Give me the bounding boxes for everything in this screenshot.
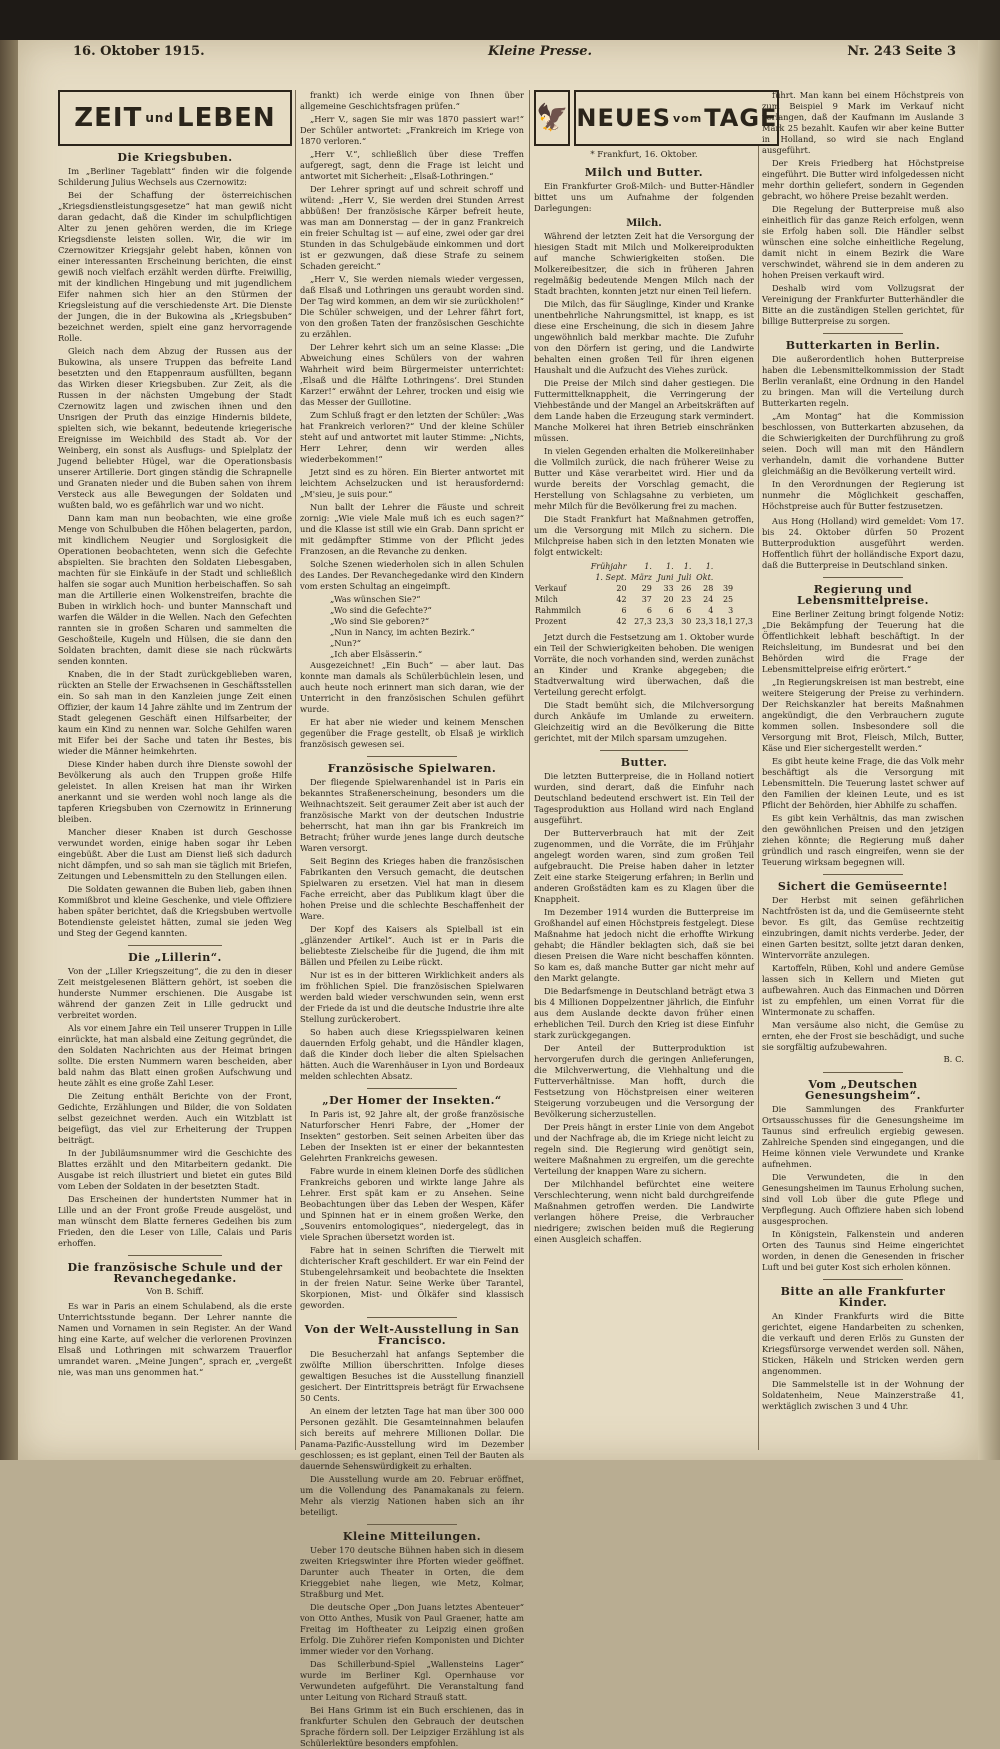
paragraph: Im Dezember 1914 wurden die Butterpreise im Großhandel auf einen Höchstpreis festgelegt. Diese Maßnahme hat jedoch nicht die erhoffte Wirkung gehabt; die Händler beklagten sich, daß sie bei diesen Preisen die Ware nicht beschaffen könnten. So kam es, daß manche Butter gar nicht mehr auf den Markt gelangte. bbox=[534, 907, 754, 983]
paragraph: An einem der letzten Tage hat man über 300 000 Personen gezählt. Die Gesamteinnahmen belaufen sich bereits auf mehrere Millionen Dollar. Die Panama-Pazific-Ausstellung wird im Dezember geschlossen; es ist geplant, einen Teil der Bauten als dauernde Sehenswürdigkeit zu erhalten. bbox=[300, 1406, 524, 1471]
page-header bbox=[18, 40, 978, 64]
paragraph: Der Kopf des Kaisers als Spielball ist ein „glänzender Artikel“. Auch ist er in Paris die beliebteste Zielscheibe für die Jugend, die ihm mit Bällen und Pfeilen zu Leibe rückt. bbox=[300, 924, 524, 967]
paragraph: Die Zeitung enthält Berichte von der Front, Gedichte, Erzählungen und Bilder, die von Soldaten selbst gezeichnet werden. Auch ein Witzblatt ist beigefügt, das viel zur Erheiterung der Truppen beiträgt. bbox=[58, 1091, 292, 1145]
article-body bbox=[534, 181, 754, 214]
table-row bbox=[534, 605, 754, 616]
masthead-word: und bbox=[145, 110, 175, 125]
paragraph: Die Regelung der Butterpreise muß also einheitlich für das ganze Reich erfolgen, wenn sie Erfolg haben soll. Die Händler selbst wünschen eine solche einheitliche Regelung, damit nicht in einem Bezirk die Ware verschwindet, während sie in dem anderen zu hohen Preisen verkauft wird. bbox=[762, 204, 964, 280]
paragraph: frankt) ich werde einige von Ihnen über allgemeine Geschichtsfragen prüfen.“ bbox=[300, 90, 524, 111]
separator bbox=[128, 1255, 222, 1256]
paragraph: Die Sammelstelle ist in der Wohnung der Soldatenheim, Neue Mainzerstraße 41, werktäglich zwischen 3 und 4 Uhr. bbox=[762, 1379, 964, 1411]
article-body bbox=[762, 354, 964, 512]
table-cell: 30 bbox=[681, 617, 692, 626]
table-cell: Milch bbox=[535, 595, 558, 604]
article-body bbox=[58, 166, 292, 939]
paragraph: Der Herbst mit seinen gefährlichen Nachtfrösten ist da, und die Gemüseernte steht bevor. Es gilt, das Gemüse rechtzeitig einzubringen, damit nichts verderbe. Jeder, der einen Garten besitzt, sollte jetzt daran denken, Wintervorräte anzulegen. bbox=[762, 895, 964, 960]
table-cell: 27,3 bbox=[735, 617, 753, 626]
paragraph: Kartoffeln, Rüben, Kohl und andere Gemüse lassen sich in Kellern und Mieten gut aufbewahren. Auch das Einmachen und Dörren ist zu empfehlen, um einen Vorrat für die Wintermonate zu schaffen. bbox=[762, 963, 964, 1017]
paragraph: In vielen Gegenden erhalten die Molkereiinhaber die Vollmilch zurück, die nach früherer Weise zu Butter und Käse verarbeitet wird. Hier und da wurde bereits der Vorschlag gemacht, die Herstellung von Schlagsahne zu verbieten, um mehr Milch für die Bevölkerung frei zu machen. bbox=[534, 446, 754, 511]
paragraph: Die deutsche Oper „Don Juans letztes Abenteuer“ von Otto Anthes, Musik von Paul Graener, hatte am Freitag im Hoftheater zu Leipzig einen großen Erfolg. Die Zuhörer riefen Komponisten und Dichter immer wieder vor den Vorhang. bbox=[300, 1602, 524, 1656]
dateline: * Frankfurt, 16. Oktober. bbox=[590, 150, 698, 160]
paragraph: „Herr V., Sie werden niemals wieder vergessen, daß Elsaß und Lothringen uns geraubt worden sind. Der Tag wird kommen, an dem wir sie zurückholen!“ Die Schüler schweigen, und der Lehrer fährt fort, von den großen Taten der französischen Geschichte zu erzählen. bbox=[300, 274, 524, 339]
table-cell: 4 bbox=[708, 606, 714, 615]
article-title: Die Kriegsbuben. bbox=[117, 151, 233, 164]
paragraph: In den Verordnungen der Regierung ist nunmehr die Möglichkeit geschaffen, Höchstpreise auch für Butter festzusetzen. bbox=[762, 479, 964, 511]
article-body bbox=[762, 90, 964, 327]
paragraph: Von der „Liller Kriegszeitung“, die zu den in dieser Zeit meistgelesenen Blättern gehört, ist soeben die hunderste Nummer erschienen. Die Ausgabe ist während der ganzen Zeit in Lille gedruckt und verbreitet worden. bbox=[58, 966, 292, 1020]
table-row bbox=[534, 583, 754, 594]
table-cell: 20 bbox=[616, 584, 627, 593]
table-header-cell: 1. Juni bbox=[657, 562, 674, 582]
paragraph: Jetzt sind es zu hören. Ein Bierter antwortet mit leichtem Achselzucken und ist herausfordernd: „M'sieu, je suis pour.“ bbox=[300, 467, 524, 499]
article-body bbox=[300, 1109, 524, 1311]
column-rule bbox=[295, 90, 296, 1450]
scan-top-band bbox=[0, 0, 1000, 40]
paragraph: Der Butterverbrauch hat mit der Zeit zugenommen, und die Vorräte, die im Frühjahr angelegt worden waren, sind zum großen Teil aufgebraucht. Die Preise haben daher in letzter Zeit eine starke Steigerung erfahren; in Berlin und anderen Großstädten kam es zu Klagen über die Knappheit. bbox=[534, 828, 754, 904]
table-cell: 37 bbox=[641, 595, 652, 604]
table-cell: 29 bbox=[641, 584, 652, 593]
masthead-word: LEBEN bbox=[177, 102, 276, 133]
table-cell: 18,1 bbox=[715, 617, 734, 626]
separator bbox=[823, 577, 904, 578]
paragraph: Knaben, die in der Stadt zurückgeblieben waren, rückten an Stelle der Erwachsenen in Geschäftsstellen ein. So sah man in den Kanzleien junge Zeit einen Offizier, der kaum 14 Jahre zählte und im Zentrum der Stadt gelegenen Geschäft einen Hilfsarbeiter, der kaum ein Kind zu nennen war. Solche Gehilfen waren mit Eifer bei der Sache und taten ihr Bestes, bis wieder die Männer heimkehrten. bbox=[58, 669, 292, 756]
article-title: Butter. bbox=[620, 756, 668, 769]
column-1 bbox=[58, 90, 292, 1450]
article-title: Regierung und Lebensmittelpreise. bbox=[797, 583, 929, 607]
article-title: „Der Homer der Insekten.“ bbox=[322, 1094, 502, 1107]
masthead-word: TAGE bbox=[704, 103, 778, 132]
paragraph: Gleich nach dem Abzug der Russen aus der Bukowina, als unsere Truppen das befreite Land besetzten und den Etappenraum ausfüllten, begann das Wirken dieser Kriegsbuben. Zur Zeit, als die Russen in der nächsten Umgebung der Stadt Czernowitz lagen und zwischen ihnen und den Unsrigen der Pruth das einzige Hindernis bildete, spielten sich, wie bekannt, bedeutende kriegerische Ereignisse im Weichbild des Stadt ab. Vor der Weinberg, ein sonst als Ausflugs- und Spielplatz der Jugend beliebter Hügel, war die Operationsbasis unserer Artillerie. Dort gingen ständig die Schrapnelle und Granaten nieder und die Buben sahen von ihrem Versteck aus alle Bewegungen der Soldaten und wußten bald, wo es gefährlich war und wo nicht. bbox=[58, 346, 292, 510]
article-byline: Von B. Schiff. bbox=[146, 1287, 204, 1297]
paragraph: In Paris ist, 92 Jahre alt, der große französische Naturforscher Henri Fabre, der „Homer der Insekten“ gestorben. Seit seinen Arbeiten über das Leben der Insekten ist er einer der bekanntesten Gelehrten Frankreichs gewesen. bbox=[300, 1109, 524, 1163]
paragraph: Der Lehrer springt auf und schreit schroff und wütend: „Herr V., Sie werden drei Stunden Arrest abbüßen! Der französische Kärper befreit heute, was man am Donnerstag — der in ganz Frankreich ein freier Schultag ist — auf eine, zwei oder gar drei Stunden in das Schulgebäude einkommen und dort ist er gezwungen, daß diese Strafe zu seinem Schaden gereicht.“ bbox=[300, 184, 524, 271]
separator bbox=[367, 756, 457, 757]
article-body bbox=[58, 966, 292, 1249]
paragraph: „In Regierungskreisen ist man bestrebt, eine weitere Steigerung der Preise zu verhindern. Der Reichskanzler hat bereits Maßnahmen angekündigt, die den Verbrauchern zugute kommen sollen. Insbesondere soll die Versorgung mit Brot, Fleisch, Milch, Butter, Käse und Eier sichergestellt werden.“ bbox=[762, 677, 964, 753]
paragraph: In Königstein, Falkenstein und anderen Orten des Taunus sind Heime eingerichtet worden, in denen die Genesenden in frischer Luft und bei guter Kost sich erholen können. bbox=[762, 1229, 964, 1272]
paragraph: Jetzt durch die Festsetzung am 1. Oktober wurde ein Teil der Schwierigkeiten behoben. Die wenigen Vorräte, die noch vorhanden sind, werden zunächst an Kinder und Kranke abgegeben; die Stadtverwaltung wird überwachen, daß die Verteilung gerecht erfolgt. bbox=[534, 632, 754, 697]
column-2 bbox=[300, 90, 524, 1748]
article-title: Butterkarten in Berlin. bbox=[785, 339, 941, 352]
article-title: Französische Spielwaren. bbox=[327, 762, 497, 775]
paragraph: „Herr V.“, schließlich über diese Treffen aufgeregt, sagt, denn die Frage ist leicht und antwortet mit Sicherheit: „Elsaß-Lothringen.“ bbox=[300, 149, 524, 181]
article-body bbox=[300, 90, 524, 592]
paragraph: Die Besucherzahl hat anfangs September die zwölfte Million überschritten. Infolge dieses gewaltigen Besuches ist die Ausstellung finanziell gesichert. Der Eintrittspreis beträgt für Erwachsene 50 Cents. bbox=[300, 1349, 524, 1403]
paragraph: Der Preis hängt in erster Linie von dem Angebot und der Nachfrage ab, die im Kriege nicht leicht zu regeln sind. Die Regierung wird genötigt sein, weitere Maßnahmen zu ergreifen, um die gerechte Verteilung der knappen Ware zu sichern. bbox=[534, 1122, 754, 1176]
dialogue-line: „Nun?“ bbox=[330, 638, 361, 648]
paragraph: Während der letzten Zeit hat die Versorgung der hiesigen Stadt mit Milch und Molkereiprodukten auf manche Schwierigkeiten stoßen. Die Molkereibesitzer, die sich in früheren Jahren regelmäßig bedeutende Mengen Milch nach der Stadt brachten, konnten jetzt nur einen Teil liefern. bbox=[534, 231, 754, 296]
paragraph: Zum Schluß fragt er den letzten der Schüler: „Was hat Frankreich verloren?“ Und der kleine Schüler steht auf und antwortet mit lauter Stimme: „Nichts, Herr Lehrer, denn wir werden alles wiederbekommen!“ bbox=[300, 410, 524, 464]
masthead-title bbox=[574, 90, 779, 146]
column-rule bbox=[529, 90, 530, 1450]
article-body bbox=[762, 1311, 964, 1412]
table-cell: 27,3 bbox=[634, 617, 652, 626]
paragraph: Ein Frankfurter Groß-Milch- und Butter-Händler bittet uns um Aufnahme der folgenden Darlegungen: bbox=[534, 181, 754, 213]
paragraph: Fabre wurde in einem kleinen Dorfe des südlichen Frankreichs geboren und wirkte lange Jahre als Lehrer. Erst spät kam er zu Ansehen. Seine Beobachtungen über das Leben der Wespen, Käfer und Spinnen hat er in einem großen Werke, den „Souvenirs entomologiques“, niedergelegt, das in viele Sprachen übersetzt worden ist. bbox=[300, 1166, 524, 1242]
paragraph: In der Jubiläumsnummer wird die Geschichte des Blattes erzählt und den Mitarbeitern gedankt. Die Ausgabe ist reich illustriert und bietet ein gutes Bild vom Leben der Soldaten in der besetzten Stadt. bbox=[58, 1148, 292, 1191]
dialogue-line: „Ich aber Elsässerin.“ bbox=[330, 649, 423, 659]
article-body bbox=[762, 1104, 964, 1273]
separator bbox=[823, 874, 904, 875]
separator bbox=[823, 333, 904, 334]
paragraph: Bei Hans Grimm ist ein Buch erschienen, das in frankfurter Schulen den Gebrauch der deutschen Sprache fördern soll. Der Leipziger Erzählung ist als Schülerlektüre besonders empfohlen. bbox=[300, 1705, 524, 1748]
article-title: Die „Lillerin“. bbox=[128, 951, 222, 964]
separator bbox=[367, 1088, 457, 1089]
paragraph: Es gibt heute keine Frage, die das Volk mehr beschäftigt als die Versorgung mit Lebensmitteln. Die Teuerung lastet schwer auf den Familien der kleinen Leute, und es ist Pflicht der Behörden, hier Abhilfe zu schaffen. bbox=[762, 756, 964, 810]
table-row bbox=[534, 616, 754, 627]
table-cell: 6 bbox=[668, 606, 674, 615]
paragraph: Die Ausstellung wurde am 20. Februar eröffnet, um die Vollendung des Panamakanals zu feiern. Mehr als vierzig Nationen haben sich an ihr beteiligt. bbox=[300, 1474, 524, 1517]
separator bbox=[600, 750, 688, 751]
paragraph: Die Stadt Frankfurt hat Maßnahmen getroffen, um die Versorgung mit Milch zu sichern. Die Milchpreise haben sich in den letzten Monaten wie folgt entwickelt: bbox=[534, 514, 754, 557]
article-body bbox=[300, 1349, 524, 1518]
paragraph: Die Verwundeten, die in den Genesungsheimen im Taunus Erholung suchen, sind voll Lob über die gute Pflege und Verpflegung. Auch Offiziere haben sich lobend ausgesprochen. bbox=[762, 1172, 964, 1226]
zeit-und-leben-masthead bbox=[58, 90, 292, 146]
paragraph: Der Milchhandel befürchtet eine weitere Verschlechterung, wenn nicht bald durchgreifende Maßnahmen getroffen werden. Die Landwirte verlangen höhere Preise, die Verbraucher niedrigere; zwischen beiden muß die Regierung einen Ausgleich schaffen. bbox=[534, 1179, 754, 1244]
paragraph: Solche Szenen wiederholen sich in allen Schulen des Landes. Der Revanchegedanke wird den Kindern vom ersten Schultag an eingeimpft. bbox=[300, 559, 524, 591]
article-body bbox=[534, 231, 754, 558]
paragraph: Im „Berliner Tageblatt“ finden wir die folgende Schilderung Julius Wechsels aus Czernowitz: bbox=[58, 166, 292, 187]
paragraph: Fabre hat in seinen Schriften die Tierwelt mit dichterischer Kraft geschildert. Er war ein Feind der Stubengelehrsamkeit und beobachtete die Insekten in der freien Natur. Seine Werke über Tarantel, Skorpionen, Mist- und Ölkäfer sind klassisch geworden. bbox=[300, 1245, 524, 1310]
article-signature: B. C. bbox=[943, 1055, 964, 1065]
paragraph: Der Anteil der Butterproduktion ist hervorgerufen durch die geringen Anlieferungen, die Milchverwertung, die Viehhaltung und die Futterverhältnisse. Man hofft, durch die Festsetzung von Höchstpreisen einer weiteren Steigerung vorzubeugen und die Versorgung der Bevölkerung sicherzustellen. bbox=[534, 1043, 754, 1119]
header-issue: Nr. 243 Seite 3 bbox=[847, 44, 956, 59]
paragraph: Ueber 170 deutsche Bühnen haben sich in diesem zweiten Kriegswinter ihre Pforten wieder geöffnet. Darunter auch Theater in Orten, die dem Krieggebiet nahe liegen, wie Metz, Kolmar, Straßburg und Met. bbox=[300, 1545, 524, 1599]
dialogue-line: „Was wünschen Sie?“ bbox=[330, 594, 421, 604]
book-spine bbox=[0, 40, 18, 1460]
paragraph: führt. Man kann bei einem Höchstpreis von zum Beispiel 9 Mark im Verkauf nicht verlangen, daß der Kaufmann im Auslande 3 Mark 25 bezahlt. Kaufen wir aber keine Butter in Holland, so wird sie nach England ausgeführt. bbox=[762, 90, 964, 155]
paragraph: Bei der Schaffung der österreichischen „Kriegsdienstleistungsgesetze“ hat man gewiß nicht daran gedacht, daß die Kinder im schulpflichtigen Alter zu jenen gehören werden, die im Kriege Kriegsdienste leisten sollen. Wir, die wir im Czernowitzer Kriegsjahr gelebt haben, können von einer interessanten Erscheinung berichten, die einst gewiß noch vielfach erzählt werden dürfte. Freiwillig, mit der kindlichen Hingebung und mit jugendlichem Eifer nahmen sich hier an den Stürmen der Kriegsleistung auf die verschiedenste Art. Die Dienste der Jungen, die in der Bukowina als „Kriegsbuben“ bezeichnet werden, spielt eine ganz hervorragende Rolle. bbox=[58, 190, 292, 343]
separator bbox=[823, 1072, 904, 1073]
article-body bbox=[300, 777, 524, 1082]
table-cell: 26 bbox=[681, 584, 692, 593]
table-cell: Rahmmilch bbox=[535, 606, 582, 615]
paragraph: Ausgezeichnet! „Ein Buch“ — aber laut. Das konnte man damals als Schülerbüchlein lesen, und auch heute noch erinnert man sich daran, wie der Unterricht in den französischen Schulen geführt wurde. bbox=[300, 660, 524, 714]
paragraph: Es war in Paris an einem Schulabend, als die erste Unterrichtsstunde begann. Der Lehrer nannte die Namen und Vornamen in sein Register. An der Wand hing eine Karte, auf welcher die verlorenen Provinzen Elsaß und Lothringen mit schwarzem Trauerflor umrandet waren. „Meine Jungen“, sprach er, „vergeßt nie, was man uns genommen hat.“ bbox=[58, 1301, 292, 1377]
table-cell: 6 bbox=[646, 606, 652, 615]
article-title: Kleine Mitteilungen. bbox=[342, 1530, 482, 1543]
table-cell: 25 bbox=[722, 595, 734, 604]
table-header-cell: 1. Juli bbox=[677, 562, 692, 582]
paragraph: Man versäume also nicht, die Gemüse zu ernten, ehe der Frost sie beschädigt, und suche sie sorgfältig aufzubewahren. bbox=[762, 1020, 964, 1052]
newspaper-page bbox=[18, 40, 978, 1748]
table-cell: 39 bbox=[722, 584, 734, 593]
table-cell: 6 bbox=[621, 606, 627, 615]
paragraph: Nun ballt der Lehrer die Fäuste und schreit zornig: „Wie viele Male muß ich es euch sagen?“ und die Klasse ist still wie ein Grab. Dann spricht er mit gedämpfter Stimme von der Pflicht jedes Franzosen, an die Revanche zu denken. bbox=[300, 502, 524, 556]
table-cell: 3 bbox=[728, 606, 734, 615]
paragraph: Der fliegende Spielwarenhandel ist in Paris ein bekanntes Straßenerscheinung, besonders um die Weihnachtszeit. Seit geraumer Zeit aber ist auch der französische Markt von der deutschen Industrie beherrscht, hat man ihn gar bis Frankreich im Betracht; früher wurde jenes lange durch deutsche Waren versorgt. bbox=[300, 777, 524, 853]
news-note: Aus Hong (Holland) wird gemeldet: Vom 17. bis 24. Oktober dürfen 50 Prozent Butterproduktion ausgeführt werden. Hoffentlich führt der holländische Export dazu, daß die Butterpreise in Deutschland sinken. bbox=[762, 516, 964, 570]
table-cell: 23,3 bbox=[655, 617, 674, 626]
masthead-word: vom bbox=[673, 111, 703, 125]
paragraph: Die Sammlungen des Frankfurter Ortsausschusses für die Genesungsheime im Taunus sind erfreulich ergiebig gewesen. Zahlreiche Spenden sind eingegangen, und die Heime können viele Verwundete und Kranke aufnehmen. bbox=[762, 1104, 964, 1169]
paragraph: Deshalb wird vom Vollzugsrat der Vereinigung der Frankfurter Butterhändler die Bitte an die zuständigen Stellen gerichtet, für billige Butterpreise zu sorgen. bbox=[762, 283, 964, 326]
masthead-word: NEUES bbox=[576, 103, 672, 132]
table-header-cell: Frühjahr 1. Sept. bbox=[590, 562, 627, 582]
column-4 bbox=[762, 90, 964, 1450]
article-title: Milch und Butter. bbox=[584, 166, 704, 179]
table-body bbox=[534, 583, 754, 627]
separator bbox=[367, 1524, 457, 1525]
article-body bbox=[58, 1301, 292, 1378]
paragraph: Die Stadt bemüht sich, die Milchversorgung durch Ankäufe im Umlande zu erweitern. Gleichzeitig wird an die Bevölkerung die Bitte gerichtet, mit der Milch sparsam umzugehen. bbox=[534, 700, 754, 743]
dialogue-line: „Wo sind die Gefechte?“ bbox=[330, 605, 432, 615]
neues-vom-tage-masthead bbox=[534, 90, 778, 146]
table-cell: 20 bbox=[663, 595, 674, 604]
table-cell: 6 bbox=[686, 606, 692, 615]
article-title: Die französische Schule und der Revanchegedanke. bbox=[67, 1261, 283, 1285]
table-cell: 28 bbox=[703, 584, 714, 593]
paragraph: Die Bedarfsmenge in Deutschland beträgt etwa 3 bis 4 Millionen Doppelzentner jährlich, die Einfuhr aus dem Auslande deckte davon früher einen erheblichen Teil. Durch den Krieg ist diese Einfuhr stark zurückgegangen. bbox=[534, 986, 754, 1040]
separator bbox=[823, 1279, 904, 1280]
article-body bbox=[762, 895, 964, 1053]
eagle-icon: 🦅 bbox=[534, 90, 570, 146]
table-cell: Verkauf bbox=[535, 584, 567, 593]
column-3 bbox=[534, 90, 778, 1450]
paragraph: Seit Beginn des Krieges haben die französischen Fabrikanten den Versuch gemacht, die deutschen Spielwaren zu ersetzen. Viel hat man in diesem Fache erreicht, aber das Publikum klagt über die hohen Preise und die schlechte Beschaffenheit der Ware. bbox=[300, 856, 524, 921]
paragraph: Die Preise der Milch sind daher gestiegen. Die Futtermittelknappheit, die Verringerung der Viehbestände und der Mangel an Arbeitskräften auf dem Lande haben die Erzeugung stark vermindert. Manche Molkerei hat ihren Betrieb einschränken müssen. bbox=[534, 378, 754, 443]
separator bbox=[128, 945, 222, 946]
paragraph: So haben auch diese Kriegsspielwaren keinen dauernden Erfolg gehabt, und die Händler klagen, daß die Kinder doch lieber die alten Spielsachen hätten. Auch die Warenhäuser in Lyon und Bordeaux melden schlechten Absatz. bbox=[300, 1027, 524, 1081]
table-cell: 42 bbox=[616, 617, 627, 626]
milk-price-table bbox=[534, 561, 754, 627]
paragraph: Eine Berliner Zeitung bringt folgende Notiz: „Die Bekämpfung der Teuerung hat die Öffentlichkeit lebhaft beschäftigt. In der Reichsleitung, im Bundesrat und bei den Behörden wird die Frage der Lebensmittelpreise eifrig erörtert.“ bbox=[762, 609, 964, 674]
paragraph: Diese Kinder haben durch ihre Dienste sowohl der Bevölkerung als auch den Truppen große Hilfe geleistet. In allen Kreisen hat man ihr Wirken anerkannt und sie werden wohl noch lange als die tapferen Kriegsbuben von Czernowitz in Erinnerung bleiben. bbox=[58, 759, 292, 824]
paragraph: „Am Montag“ hat die Kommission beschlossen, von Butterkarten abzusehen, da die Schwierigkeiten der Durchführung zu groß seien. Doch will man mit den Händlern verhandeln, damit die vorhandene Butter gleichmäßig an die Bevölkerung verteilt wird. bbox=[762, 411, 964, 476]
paragraph: Das Schillerbund-Spiel „Wallensteins Lager“ wurde im Berliner Kgl. Opernhause vor Verwundeten aufgeführt. Die Veranstaltung fand unter Leitung von Richard Strauß statt. bbox=[300, 1659, 524, 1702]
paragraph: An Kinder Frankfurts wird die Bitte gerichtet, eigene Handarbeiten zu schenken, die verkauft und deren Erlös zu Gunsten der Kriegsfürsorge verwendet werden soll. Nähen, Sticken, Häkeln und Stricken werden gern angenommen. bbox=[762, 1311, 964, 1376]
paragraph: Die letzten Butterpreise, die in Holland notiert wurden, sind derart, daß die Einfuhr nach Deutschland bedeutend erschwert ist. Ein Teil der Tagesproduktion aus Holland wird nach England ausgeführt. bbox=[534, 771, 754, 825]
paragraph: Dann kam man nun beobachten, wie eine große Menge von Schulbuben die Höhen belagerten, pardon, mit kindlichem Neugier und Sorglosigkeit die Operationen beobachteten, wenn sich die Gefechte abspielten. Sie brachten den Soldaten Liebesgaben, machten für sie Einkäufe in der Stadt und schließlich halfen sie sogar auch Munition herbeischaffen. So sah man die Artillerie einen Wolkenstreifen, brachte die Buben in wirklich hoch- und bunter Mannschaft und warfen die Wälder in die Wellen. Nach den Gefechten rannten sie in großen Scharen und sammelten die Geschoßteile, Kugeln und Hülsen, die sie dann den Soldaten brachten, damit diese sie nach rückwärts senden konnten. bbox=[58, 513, 292, 666]
article-body bbox=[534, 632, 754, 744]
paragraph: Er hat aber nie wieder und keinem Menschen gegenüber die Frage gestellt, ob Elsaß je wirklich französisch gewesen sei. bbox=[300, 717, 524, 749]
table-cell: 33 bbox=[663, 584, 674, 593]
page-edge bbox=[978, 40, 1000, 1460]
article-title: Vom „Deutschen Genesungsheim“. bbox=[805, 1078, 921, 1102]
masthead-word: ZEIT bbox=[74, 102, 143, 133]
article-body bbox=[300, 1545, 524, 1749]
paragraph: Die Soldaten gewannen die Buben lieb, gaben ihnen Kommißbrot und kleine Geschenke, und viele Offiziere haben später berichtet, daß die Kriegsbuben wertvolle Botendienste geleistet hätten, zumal sie jeden Weg und Steg der Gegend kannten. bbox=[58, 884, 292, 938]
paragraph: „Herr V., sagen Sie mir was 1870 passiert war!“ Der Schüler antwortet: „Frankreich im Kriege von 1870 verloren.“ bbox=[300, 114, 524, 146]
header-date: 16. Oktober 1915. bbox=[73, 44, 205, 59]
dialogue-line: „Nun in Nancy, im achten Bezirk.“ bbox=[330, 627, 475, 637]
paragraph: Als vor einem Jahre ein Teil unserer Truppen in Lille einrückte, hat man alsbald eine Zeitung gegründet, die den Soldaten Nachrichten aus der Heimat bringen sollte. Die ersten Nummern waren bescheiden, aber bald nahm das Blatt einen großen Aufschwung und heute zählt es eine große Zahl Leser. bbox=[58, 1023, 292, 1088]
paragraph: Es gibt kein Verhältnis, das man zwischen den gewöhnlichen Preisen und den jetzigen ziehen könnte; die Regierung muß daher gründlich und rasch eingreifen, wenn sie der Teuerung wirksam begegnen will. bbox=[762, 813, 964, 867]
table-header-cell: 1. März bbox=[630, 562, 652, 582]
article-body bbox=[762, 609, 964, 868]
article-body bbox=[300, 660, 524, 750]
table-cell: 23,3 bbox=[695, 617, 714, 626]
article-title: Von der Welt-Ausstellung in San Francisco. bbox=[304, 1323, 520, 1347]
table-cell: 42 bbox=[616, 595, 627, 604]
subsection-title: Milch. bbox=[626, 218, 662, 229]
table-header-cell bbox=[534, 561, 582, 583]
article-body bbox=[534, 771, 754, 1245]
dialogue-lines bbox=[300, 594, 524, 660]
paragraph: Die außerordentlich hohen Butterpreise haben die Lebensmittelkommission der Stadt Berlin veranlaßt, eine Ordnung in den Handel zu bringen. Man will die Verteilung durch Butterkarten regeln. bbox=[762, 354, 964, 408]
article-title: Sichert die Gemüseernte! bbox=[777, 880, 949, 893]
separator bbox=[367, 1317, 457, 1318]
table-cell: 24 bbox=[703, 595, 714, 604]
paragraph: Der Kreis Friedberg hat Höchstpreise eingeführt. Die Butter wird infolgedessen nicht mehr dorthin geliefert, sondern in Gegenden gebracht, wo höhere Preise bezahlt werden. bbox=[762, 158, 964, 201]
article-title: Bitte an alle Frankfurter Kinder. bbox=[780, 1285, 946, 1309]
column-rule bbox=[758, 90, 759, 1450]
paragraph: Nur ist es in der bitteren Wirklichkeit anders als im fröhlichen Spiel. Die französischen Spielwaren werden bald wieder verschwunden sein, wenn erst der Friede da ist und die deutsche Industrie ihre alte Stellung zurückerobert. bbox=[300, 970, 524, 1024]
dialogue-line: „Wo sind Sie geboren?“ bbox=[330, 616, 430, 626]
paragraph: Das Erscheinen der hundertsten Nummer hat in Lille und an der Front große Freude ausgelöst, und man wünscht dem Blatte ferneres Gedeihen bis zum Frieden, den die Leser von Lille, Calais und Paris erhoffen. bbox=[58, 1194, 292, 1248]
table-header-cell: 1. Okt. bbox=[696, 562, 714, 582]
table-cell: 23 bbox=[681, 595, 692, 604]
table-header-row bbox=[534, 561, 754, 583]
paragraph: Mancher dieser Knaben ist durch Geschosse verwundet worden, einige haben sogar ihr Leben eingebüßt. Aber die Lust am Dienst ließ sich dadurch nicht dämpfen, und so sah man sie täglich mit Briefen, Zeitungen und Lebensmitteln zu den Stellungen eilen. bbox=[58, 827, 292, 881]
paragraph: Die Milch, das für Säuglinge, Kinder und Kranke unentbehrliche Nahrungsmittel, ist knapp, es ist diese eine Erscheinung, die sich in diesem Jahre ungewöhnlich bald merkbar machte. Die Zufuhr von den Dörfern ist gering, und die Landwirte behalten einen großen Teil für ihren eigenen Haushalt und die Aufzucht des Viehes zurück. bbox=[534, 299, 754, 375]
table-row bbox=[534, 594, 754, 605]
paragraph: Der Lehrer kehrt sich um an seine Klasse: „Die Abweichung eines Schülers von der wahren Wahrheit wird beim Bürgermeister unterrichtet: ‚Elsaß und die Hälfte Lothringens‘. Drei Stunden Karzer!“ erwähnt der Lehrer, trocken und eisig wie das Messer der Guillotine. bbox=[300, 342, 524, 407]
header-paper-name: Kleine Presse. bbox=[488, 44, 593, 59]
table-cell: Prozent bbox=[535, 617, 567, 626]
